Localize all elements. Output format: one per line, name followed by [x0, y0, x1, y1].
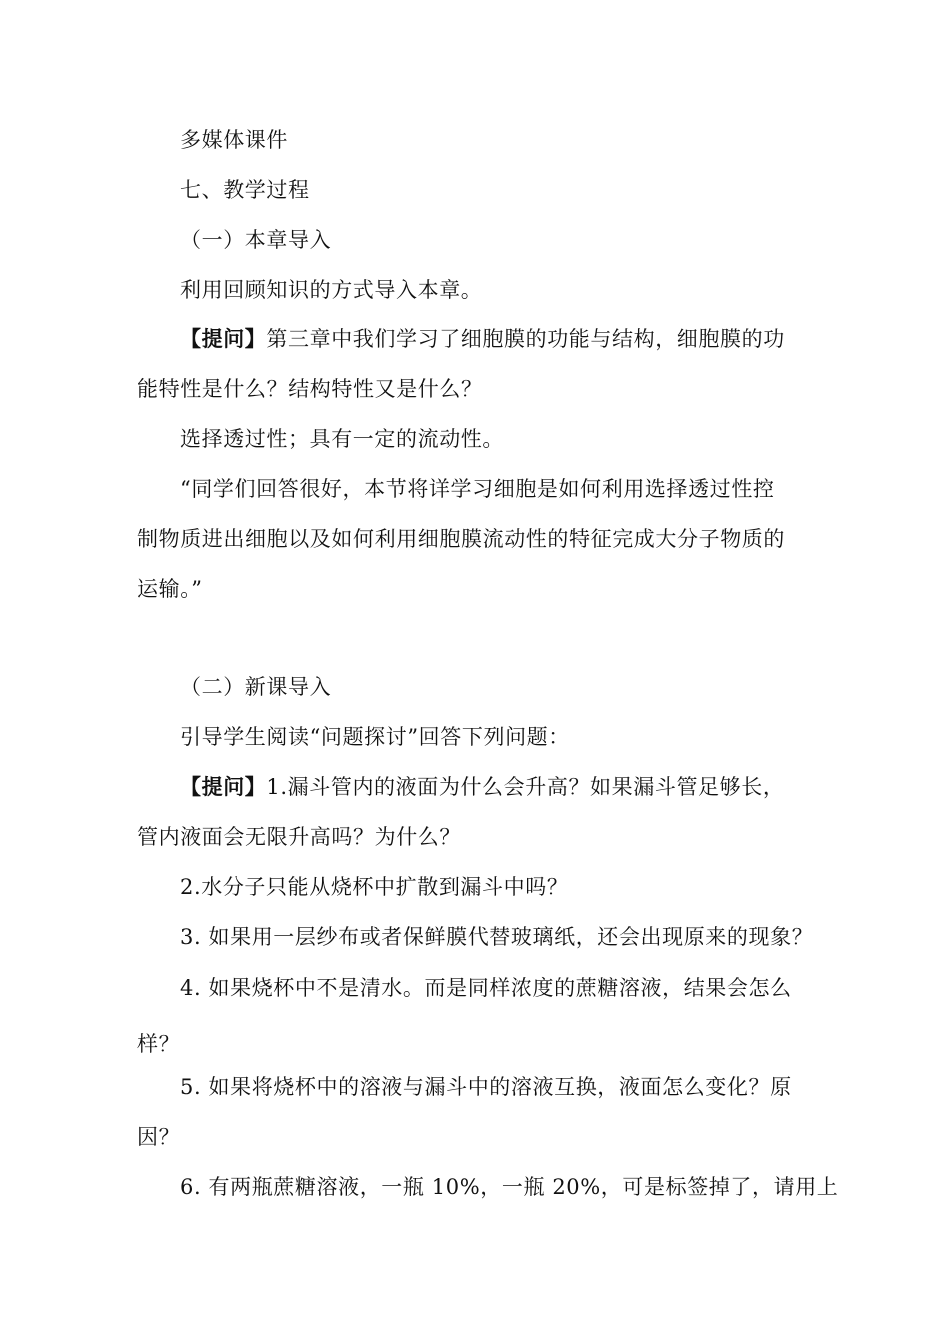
materials-text: 多媒体课件	[180, 128, 288, 152]
question-item-4-line-2: 样？	[137, 1032, 181, 1056]
answer-text: 选择透过性；具有一定的流动性。	[180, 427, 504, 451]
quote-line-1: “同学们回答很好，本节将详学习细胞是如何利用选择透过性控	[180, 477, 775, 501]
question-tag: 【提问】	[180, 326, 267, 351]
question-paragraph-2-line-2: 管内液面会无限升高吗？为什么？	[137, 825, 461, 849]
question-item-6-line-1: 6. 有两瓶蔗糖溶液，一瓶 10%，一瓶 20%，可是标签掉了，请用上	[180, 1175, 839, 1199]
question-item-5-line-1: 5. 如果将烧杯中的溶液与漏斗中的溶液互换，液面怎么变化？原	[180, 1075, 792, 1099]
section-heading-teaching-process: 七、教学过程	[180, 178, 310, 202]
question-item-3: 3. 如果用一层纱布或者保鲜膜代替玻璃纸，还会出现原来的现象？	[180, 925, 814, 949]
question-paragraph-1-line-2: 能特性是什么？结构特性又是什么？	[137, 377, 483, 401]
subheading-chapter-intro: （一）本章导入	[180, 228, 332, 252]
question-item-4-line-1: 4. 如果烧杯中不是清水。而是同样浓度的蔗糖溶液，结果会怎么	[180, 976, 792, 1000]
question-2-text: 1.漏斗管内的液面为什么会升高？如果漏斗管足够长，	[266, 775, 785, 799]
question-text: 第三章中我们学习了细胞膜的功能与结构，细胞膜的功	[266, 327, 785, 351]
paragraph-guide-reading: 引导学生阅读“问题探讨”回答下列问题：	[180, 725, 570, 749]
paragraph-intro-method: 利用回顾知识的方式导入本章。	[180, 278, 483, 302]
question-item-5-line-2: 因？	[137, 1125, 181, 1149]
question-item-2: 2.水分子只能从烧杯中扩散到漏斗中吗？	[180, 875, 569, 899]
question-tag-2: 【提问】	[180, 774, 267, 799]
quote-line-3: 运输。”	[137, 577, 203, 601]
subheading-new-lesson-intro: （二）新课导入	[180, 675, 332, 699]
question-paragraph-1-line-1	[180, 325, 785, 353]
question-paragraph-2-line-1	[180, 773, 784, 801]
quote-line-2: 制物质进出细胞以及如何利用细胞膜流动性的特征完成大分子物质的	[137, 527, 785, 551]
